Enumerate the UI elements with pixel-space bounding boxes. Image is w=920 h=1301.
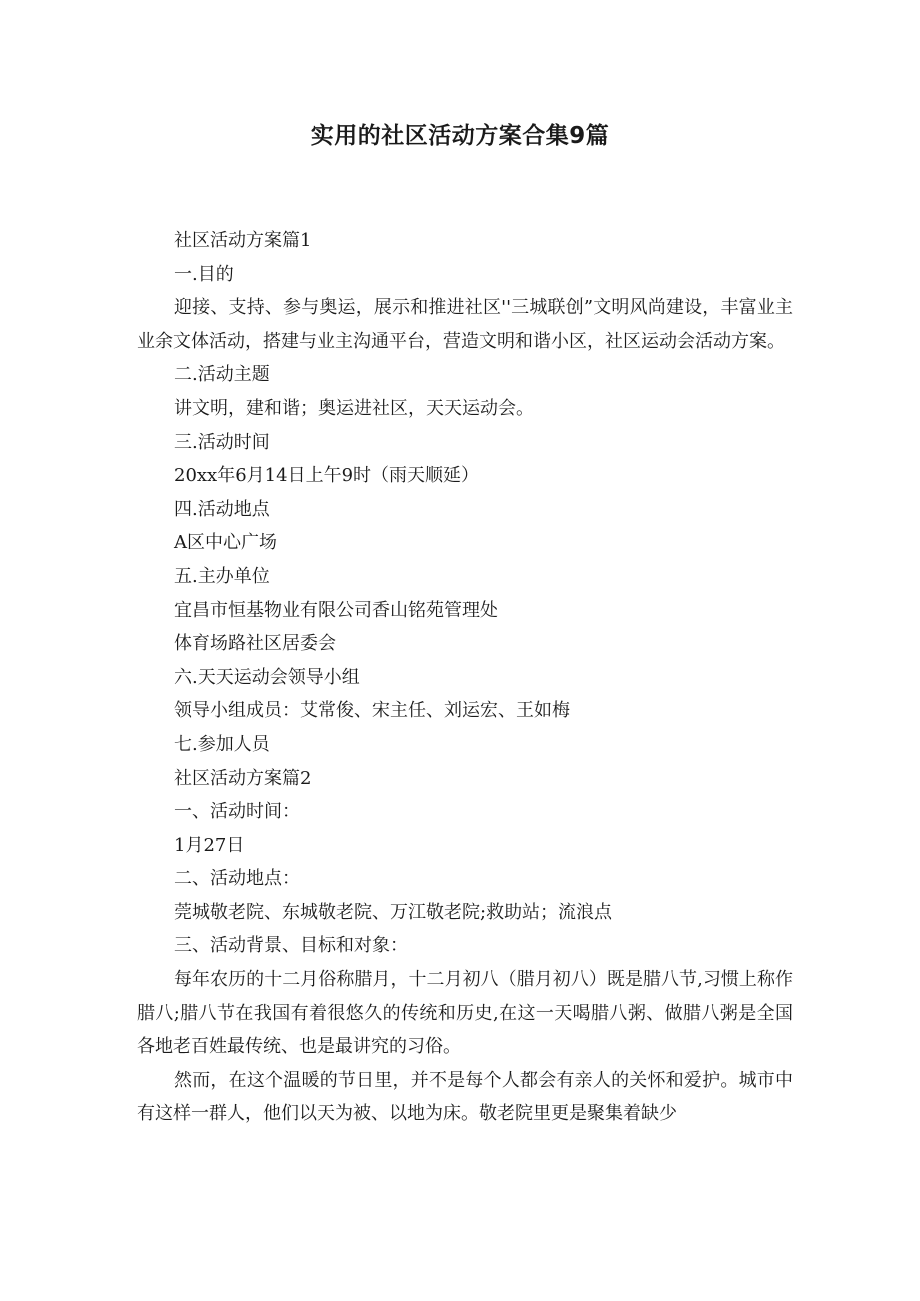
organizer-1: 宜昌市恒基物业有限公司香山铭苑管理处 [174,599,498,621]
subheading-background: 三、活动背景、目标和对象： [174,935,408,957]
subheading-location: 四.活动地点 [174,498,270,520]
document-title: 实用的社区活动方案合集9篇 [310,123,610,149]
subheading-purpose: 一.目的 [174,263,234,285]
subheading-time: 三.活动时间 [174,431,270,453]
background-paragraph-1: 每年农历的十二月俗称腊月，十二月初八（腊月初八）既是腊八节,习惯上称作腊八;腊八节在我国有着很悠久的传统和历史,在这一天喝腊八粥、做腊八粥是全国各地老百姓最传统、也是最讲究的习俗。 [137,969,793,1058]
subheading-time-2: 一、活动时间： [174,801,300,823]
location-text-2: 莞城敬老院、东城敬老院、万江敬老院;救助站；流浪点 [174,901,613,923]
section-heading-1: 社区活动方案篇1 [174,230,312,251]
time-text: 20xx年6月14日上午9时（雨天顺延） [174,465,480,487]
subheading-location-2: 二、活动地点： [174,868,300,890]
location-text: A区中心广场 [174,532,277,554]
section-heading-2: 社区活动方案篇2 [174,767,312,789]
theme-text: 讲文明，建和谐；奥运进社区，天天运动会。 [174,397,534,419]
subheading-organizer: 五.主办单位 [174,565,270,587]
time-text-2: 1月27日 [174,834,245,856]
background-paragraph-2: 然而，在这个温暖的节日里，并不是每个人都会有亲人的关怀和爱护。城市中有这样一群人，他们以天为被、以地为床。敬老院里更是聚集着缺少 [137,1069,793,1125]
subheading-theme: 二.活动主题 [174,364,270,386]
document-body [137,224,793,1131]
subheading-participants: 七.参加人员 [174,733,270,755]
purpose-paragraph: 迎接、支持、参与奥运，展示和推进社区''三城联创”文明风尚建设，丰富业主业余文体活动，搭建与业主沟通平台，营造文明和谐小区，社区运动会活动方案。 [137,297,793,352]
organizer-2: 体育场路社区居委会 [174,633,336,655]
subheading-leadership: 六.天天运动会领导小组 [174,666,360,688]
leadership-members: 领导小组成员：艾常俊、宋主任、刘运宏、王如梅 [174,700,570,722]
